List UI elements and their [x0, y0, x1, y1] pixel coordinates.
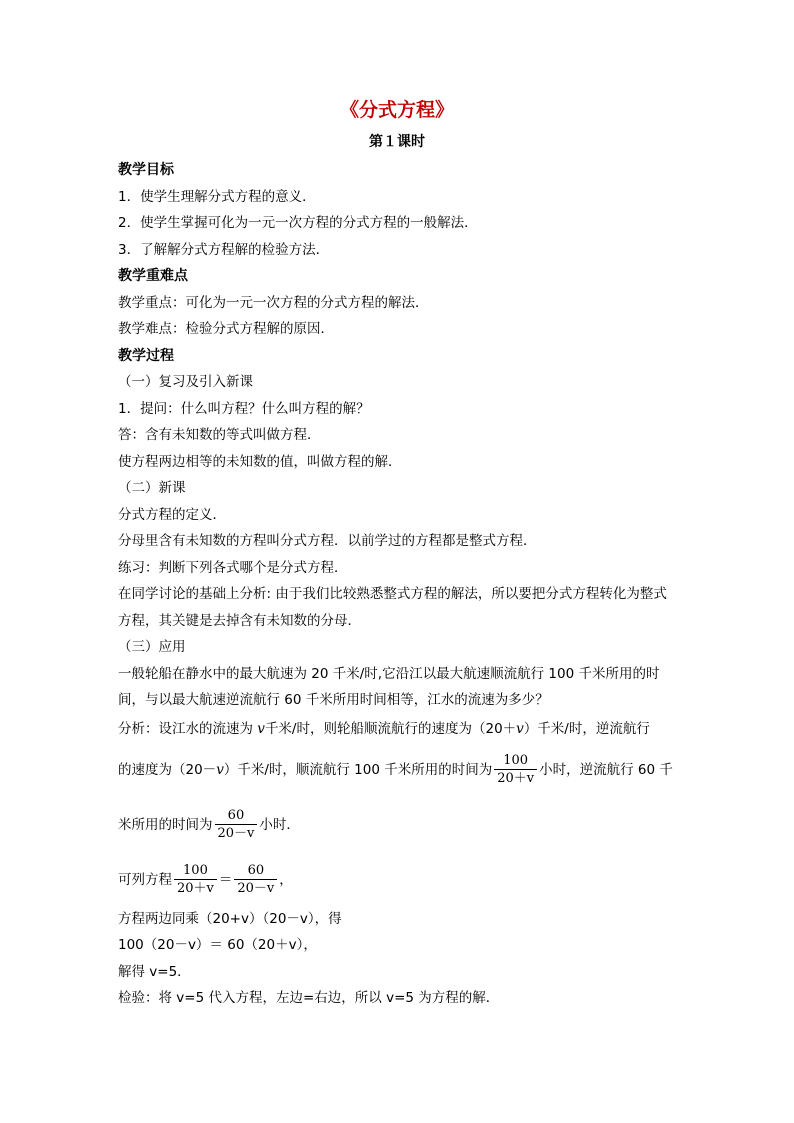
- solution-result: 解得 v=5．: [118, 963, 191, 980]
- exercise-text: 练习：判断下列各式哪个是分式方程．: [118, 559, 348, 576]
- analysis-line-1: [118, 714, 678, 744]
- process-heading: 教学过程: [118, 347, 174, 364]
- discussion-text: 在同学讨论的基础上分析: 由于我们比较熟悉整式方程的解法，所以要把分式方程转化为整式方程，其关键是去掉含有未知数的分母．: [118, 586, 667, 629]
- objective-item: 3．了解解分式方程解的检验方法．: [118, 241, 330, 258]
- problem-text: 一般轮船在静水中的最大航速为 20 千米/时,它沿江以最大航速顺流航行 100 千米所用的时间，与以最大航速逆流航行 60 千米所用时间相等，江水的流速为多少？: [118, 665, 660, 708]
- fraction-100-over-20-plus-v: [494, 752, 537, 787]
- keypoints-heading: 教学重难点: [118, 268, 188, 284]
- analysis-text: 分析：设江水的流速为: [118, 720, 258, 737]
- review-heading: （一）复习及引入新课: [118, 374, 253, 390]
- analysis-text: 千米/时，则轮船顺流航行的速度为（20＋: [264, 720, 517, 737]
- solution-check: 检验：将 v=5 代入方程，左边=右边，所以 v=5 为方程的解．: [118, 990, 500, 1006]
- objectives-heading: 教学目标: [118, 162, 174, 178]
- review-answer: 使方程两边相等的未知数的值，叫做方程的解．: [118, 453, 402, 470]
- document-body: [118, 157, 678, 1012]
- analysis-text: 的速度为（20－: [118, 761, 217, 778]
- analysis-line-3: [118, 796, 678, 854]
- fraction-denominator: 20＋v: [497, 771, 535, 786]
- application-heading: （三）应用: [118, 639, 186, 655]
- definition-text: 分母里含有未知数的方程叫分式方程．以前学过的方程都是整式方程．: [118, 533, 537, 549]
- objective-item: 1．使学生理解分式方程的意义．: [118, 188, 316, 205]
- definition-title: 分式方程的定义．: [118, 506, 226, 523]
- equation-line: [118, 854, 678, 906]
- analysis-line-2: [118, 744, 678, 796]
- variable-v: v: [216, 761, 224, 778]
- variable-v: v: [516, 720, 524, 737]
- document-title: 《分式方程》: [339, 99, 454, 121]
- equation-label: 可列方程: [118, 871, 172, 888]
- equation-comma: ，: [279, 871, 293, 888]
- fraction-denominator: 20－v: [217, 826, 255, 841]
- fraction-denominator: 20＋v: [177, 881, 214, 896]
- solution-step: 100（20－v）＝ 60（20＋v），: [118, 937, 317, 953]
- fraction-100-over-20-plus-v: [174, 862, 217, 897]
- fraction-60-over-20-minus-v: [215, 807, 258, 842]
- fraction-numerator: 100: [494, 752, 537, 770]
- analysis-text: 米所用的时间为: [118, 816, 213, 833]
- analysis-text: ）千米/时，顺流航行 100 千米所用的时间为: [223, 761, 493, 778]
- review-question: 1．提问：什么叫方程？什么叫方程的解？: [118, 400, 370, 417]
- keypoint-focus: 教学重点：可化为一元一次方程的分式方程的解法．: [118, 294, 429, 311]
- analysis-text: 小时．: [259, 816, 300, 833]
- lesson-subtitle: 第１课时: [369, 134, 425, 150]
- objective-item: 2．使学生掌握可化为一元一次方程的分式方程的一般解法．: [118, 215, 478, 231]
- fraction-numerator: 60: [215, 807, 258, 825]
- analysis-text: 小时，逆流航行 60 千: [539, 761, 673, 778]
- solution-step: 方程两边同乘（20+v）（20－v），得: [118, 910, 342, 927]
- equals-sign: ＝: [218, 871, 233, 888]
- fraction-denominator: 20－v: [237, 881, 275, 896]
- fraction-numerator: 60: [234, 862, 277, 880]
- review-answer: 答：含有未知数的等式叫做方程．: [118, 427, 321, 443]
- variable-v: v: [257, 720, 265, 737]
- fraction-numerator: 100: [174, 862, 217, 880]
- keypoint-difficulty: 教学难点：检验分式方程解的原因．: [118, 321, 334, 337]
- fraction-60-over-20-minus-v: [234, 862, 277, 897]
- new-lesson-heading: （二）新课: [118, 480, 186, 496]
- analysis-text: ）千米/时，逆流航行: [523, 720, 650, 737]
